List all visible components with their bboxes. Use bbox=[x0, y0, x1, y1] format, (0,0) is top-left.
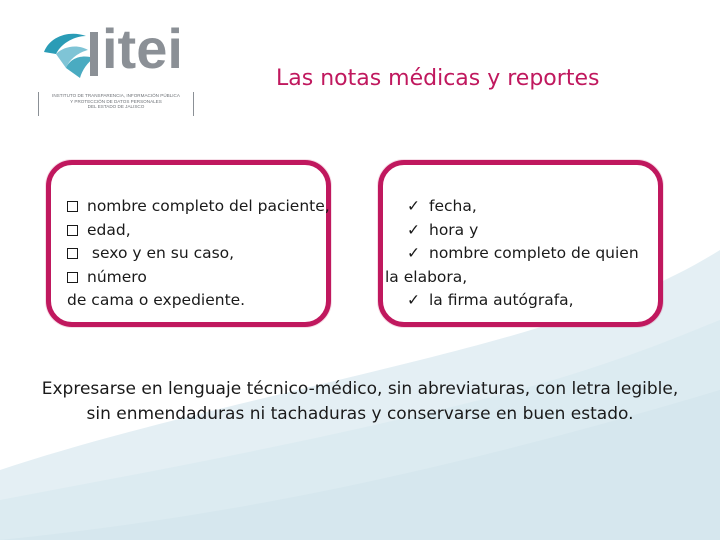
check-icon: ✓ bbox=[407, 197, 420, 215]
list-item-text: nombre completo de quien bbox=[429, 244, 639, 262]
list-item-continuation bbox=[67, 289, 330, 313]
list-item bbox=[407, 195, 657, 219]
square-bullet-icon bbox=[67, 225, 78, 236]
note-line: sin enmendaduras ni tachaduras y conservarse en buen estado. bbox=[86, 404, 634, 424]
logo-caption-line: Y PROTECCIÓN DE DATOS PERSONALES bbox=[70, 98, 162, 104]
logo-wordmark: itei bbox=[102, 17, 183, 80]
slide-title: Las notas médicas y reportes bbox=[276, 66, 600, 91]
logo-caption bbox=[38, 92, 194, 116]
list-item-continuation bbox=[385, 266, 657, 290]
list-item bbox=[67, 242, 330, 266]
check-icon: ✓ bbox=[407, 244, 420, 262]
list-item bbox=[407, 219, 657, 243]
check-icon: ✓ bbox=[407, 220, 420, 239]
logo-caption-line: DEL ESTADO DE JALISCO bbox=[87, 104, 145, 110]
list-item bbox=[407, 289, 657, 313]
list-item-text: número bbox=[87, 267, 147, 286]
list-item-text: nombre completo del paciente, bbox=[87, 197, 330, 215]
check-icon: ✓ bbox=[407, 291, 420, 309]
square-bullet-icon bbox=[67, 248, 78, 259]
list-item bbox=[67, 266, 330, 290]
square-bullet-icon bbox=[67, 201, 78, 212]
square-bullet-icon bbox=[67, 272, 78, 283]
itei-logo bbox=[36, 17, 196, 118]
list-item-text: la firma autógrafa, bbox=[429, 291, 574, 309]
list-item-text: edad, bbox=[87, 220, 131, 239]
logo-swirl-icon bbox=[40, 28, 102, 80]
list-item bbox=[67, 195, 330, 219]
requirements-note bbox=[40, 377, 680, 427]
authorship-list bbox=[385, 195, 657, 313]
logo-caption-line: INSTITUTO DE TRANSPARENCIA, INFORMACIÓN PÚBLICA bbox=[52, 93, 180, 98]
list-item bbox=[407, 242, 657, 266]
authorship-panel bbox=[378, 160, 663, 327]
list-item-text: fecha, bbox=[429, 197, 477, 215]
list-item-text: hora y bbox=[429, 220, 479, 239]
list-item-text: sexo y en su caso, bbox=[87, 244, 235, 262]
list-item-text: la elabora, bbox=[385, 267, 468, 286]
note-line: Expresarse en lenguaje técnico-médico, sin abreviaturas, con letra legible, bbox=[41, 379, 679, 399]
list-item-text: de cama o expediente. bbox=[67, 291, 246, 309]
patient-data-panel bbox=[46, 160, 331, 327]
patient-data-list bbox=[67, 195, 330, 313]
list-item bbox=[67, 219, 330, 243]
